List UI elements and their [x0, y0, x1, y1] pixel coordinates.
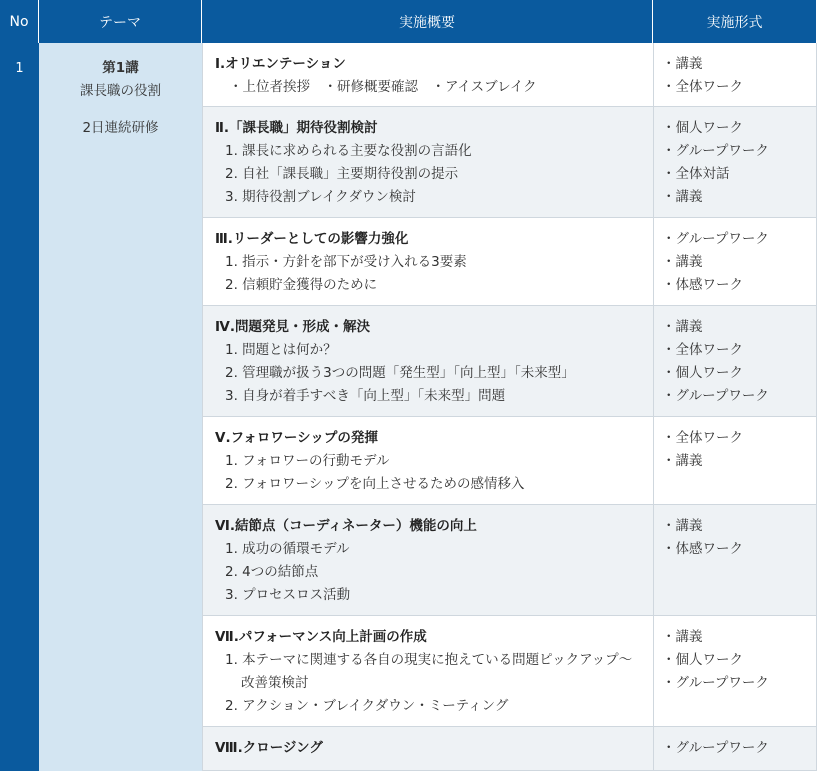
format-item: ・グループワーク: [662, 388, 769, 404]
section-2-content: [202, 107, 653, 218]
section-8-format: [653, 727, 817, 771]
header-format: 実施形式: [653, 0, 817, 43]
format-item: ・講義: [662, 56, 703, 72]
format-item: ・講義: [662, 254, 703, 270]
header-theme: テーマ: [39, 0, 202, 43]
section-item: 1. 成功の循環モデル: [225, 541, 350, 557]
section-5-format: [653, 417, 817, 505]
theme-title: 第1講: [102, 60, 139, 76]
section-item: 1. フォロワーの行動モデル: [225, 453, 390, 469]
format-item: ・全体ワーク: [662, 430, 743, 446]
format-item: ・個人ワーク: [662, 120, 743, 136]
section-6-format: [653, 505, 817, 616]
section-item: ・上位者挨拶 ・研修概要確認 ・アイスブレイク: [229, 79, 537, 95]
section-item: 1. 指示・方針を部下が受け入れる3要素: [225, 254, 467, 270]
theme-duration: 2日連続研修: [82, 120, 159, 136]
section-item: 1. 本テーマに関連する各自の現実に抱えている問題ピックアップ～: [225, 652, 633, 668]
format-item: ・体感ワーク: [662, 541, 743, 557]
section-item: 2. 信頼貯金獲得のために: [225, 277, 378, 293]
section-item: 2. 自社「課長職」主要期待役割の提示: [225, 166, 459, 182]
section-item: 1. 課長に求められる主要な役割の言語化: [225, 143, 472, 159]
section-title: Ⅳ.問題発見・形成・解決: [215, 319, 370, 335]
section-item: 2. 4つの結節点: [225, 564, 319, 580]
section-item: 3. 自身が着手すべき「向上型」「未来型」問題: [225, 388, 506, 404]
section-title: Ⅱ.「課長職」期待役割検討: [215, 120, 378, 136]
section-4-content: [202, 306, 653, 417]
section-1-format: [653, 43, 817, 107]
theme-role: 課長職の役割: [80, 83, 161, 99]
section-item: 1. 問題とは何か？: [225, 342, 337, 358]
section-7-content: [202, 616, 653, 727]
format-item: ・個人ワーク: [662, 652, 743, 668]
section-title: Ⅲ.リーダーとしての影響力強化: [215, 231, 409, 247]
format-item: ・体感ワーク: [662, 277, 743, 293]
section-item: 2. 管理職が扱う3つの問題「発生型」「向上型」「未来型」: [225, 365, 575, 381]
format-item: ・個人ワーク: [662, 365, 743, 381]
section-7-format: [653, 616, 817, 727]
section-title: Ⅷ.クロージング: [215, 740, 323, 756]
section-title: Ⅶ.パフォーマンス向上計画の作成: [215, 629, 427, 645]
section-item-continuation: 改善策検討: [241, 675, 309, 691]
format-item: ・講義: [662, 319, 703, 335]
section-1-content: [202, 43, 653, 107]
format-item: ・グループワーク: [662, 675, 769, 691]
section-8-content: [202, 727, 653, 771]
format-item: ・全体ワーク: [662, 342, 743, 358]
section-title: Ⅵ.結節点（コーディネーター）機能の向上: [215, 518, 477, 534]
row-number: 1: [0, 43, 39, 771]
header-no: No: [0, 0, 39, 43]
format-item: ・グループワーク: [662, 231, 769, 247]
section-title: Ⅰ.オリエンテーション: [215, 56, 346, 72]
format-item: ・グループワーク: [662, 143, 769, 159]
format-item: ・全体ワーク: [662, 79, 743, 95]
section-4-format: [653, 306, 817, 417]
theme-cell: [39, 43, 202, 771]
format-item: ・講義: [662, 518, 703, 534]
section-title: Ⅴ.フォロワーシップの発揮: [215, 430, 378, 446]
format-item: ・講義: [662, 189, 703, 205]
format-item: ・全体対話: [662, 166, 730, 182]
section-3-content: [202, 218, 653, 306]
section-item: 2. フォロワーシップを向上させるための感情移入: [225, 476, 525, 492]
format-item: ・講義: [662, 453, 703, 469]
section-6-content: [202, 505, 653, 616]
section-2-format: [653, 107, 817, 218]
section-item: 3. プロセスロス活動: [225, 587, 351, 603]
section-3-format: [653, 218, 817, 306]
format-item: ・グループワーク: [662, 740, 769, 756]
section-5-content: [202, 417, 653, 505]
header-overview: 実施概要: [202, 0, 653, 43]
section-item: 2. アクション・ブレイクダウン・ミーティング: [225, 698, 509, 714]
format-item: ・講義: [662, 629, 703, 645]
section-item: 3. 期待役割ブレイクダウン検討: [225, 189, 416, 205]
